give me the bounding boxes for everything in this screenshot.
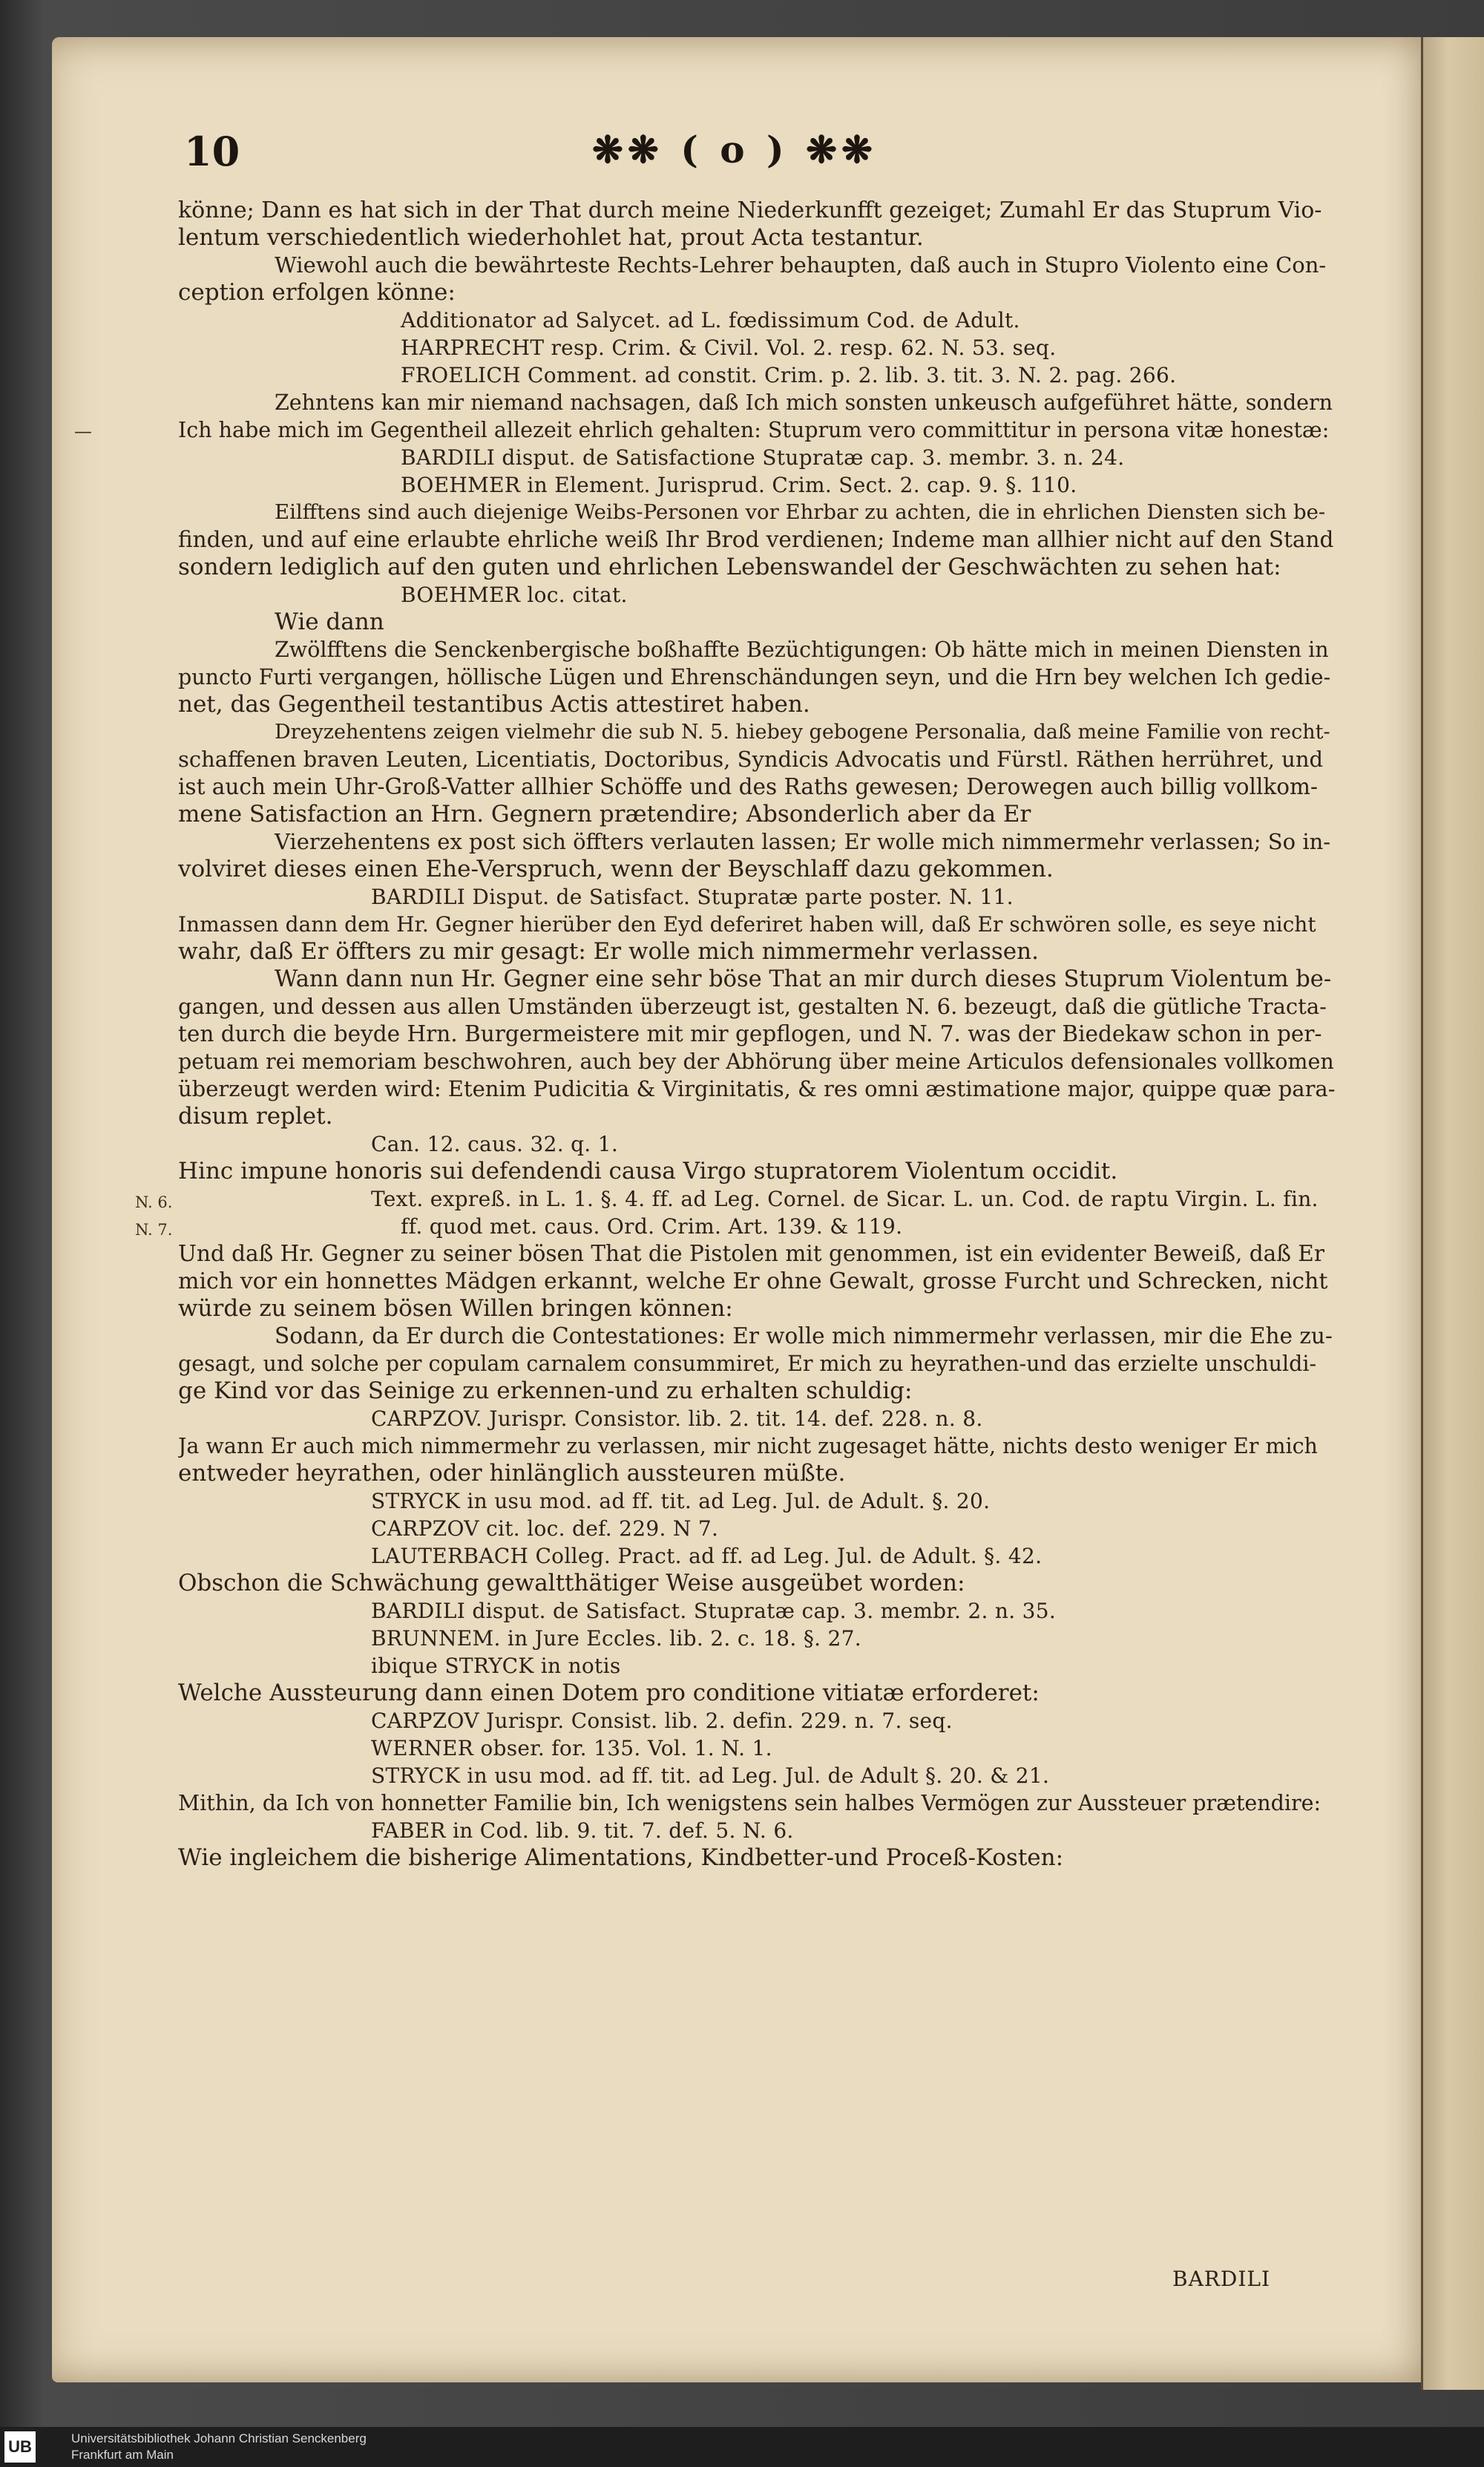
citation-line: STRYCK in usu mod. ad ff. tit. ad Leg. Jul. de Adult §. 20. & 21. (371, 1763, 1050, 1788)
text-line: Welche Aussteurung dann einen Dotem pro conditione vitiatæ erforderet: (178, 1680, 1040, 1706)
text-line: könne; Dann es hat sich in der That durch meine Niederkunfft gezeiget; Zumahl Er das Stuprum Vio- (178, 197, 1322, 223)
citation-line: FROELICH Comment. ad constit. Crim. p. 2. lib. 3. tit. 3. N. 2. pag. 266. (401, 363, 1177, 387)
text-line: Ich habe mich im Gegentheil allezeit ehrlich gehalten: Stuprum vero committitur in persona vitæ honestæ: (178, 418, 1330, 442)
text-line: petuam rei memoriam beschwohren, auch bey der Abhörung über meine Articulos defensionales vollkomen (178, 1049, 1334, 1074)
text-line: Ja wann Er auch mich nimmermehr zu verlassen, mir nicht zugesaget hätte, nichts desto weniger Er mich (178, 1434, 1318, 1458)
library-logo: UB (4, 2431, 36, 2463)
citation-line: ff. quod met. caus. Ord. Crim. Art. 139. & 119. (401, 1214, 903, 1239)
citation-line: Text. expreß. in L. 1. §. 4. ff. ad Leg. Cornel. de Sicar. L. un. Cod. de raptu Virgin. L. fin. (371, 1187, 1319, 1211)
page-number: 10 (184, 128, 240, 175)
text-line: Wiewohl auch die bewährteste Rechts-Lehrer behaupten, daß auch in Stupro Violento eine Con- (275, 252, 1327, 278)
page-header (184, 128, 1342, 175)
text-line: mene Satisfaction an Hrn. Gegnern prætendire; Absonderlich aber da Er (178, 801, 1031, 828)
citation-line: WERNER obser. for. 135. Vol. 1. N. 1. (371, 1736, 772, 1760)
text-line: gangen, und dessen aus allen Umständen überzeugt ist, gestalten N. 6. bezeugt, daß die gütliche Tracta- (178, 994, 1327, 1019)
citation-line: CARPZOV. Jurispr. Consistor. lib. 2. tit. 14. def. 228. n. 8. (371, 1406, 983, 1431)
body-lines (178, 197, 1336, 1872)
text-line: schaffenen braven Leuten, Licentiatis, Doctoribus, Syndicis Advocatis und Fürstl. Räthen herrühret, und (178, 747, 1324, 772)
text-line: Vierzehentens ex post sich öffters verlauten lassen; Er wolle mich nimmermehr verlassen; So in- (275, 829, 1331, 854)
text-line: Zwölfftens die Senckenbergische boßhaffte Bezüchtigungen: Ob hätte mich in meinen Diensten in (275, 638, 1329, 662)
running-head: ❋❋ ( o ) ❋❋ (592, 128, 877, 171)
text-line: Und daß Hr. Gegner zu seiner bösen That die Pistolen mit genommen, ist ein evidenter Beweiß, daß Er (178, 1241, 1324, 1266)
library-name-line2: Frankfurt am Main (71, 2448, 174, 2462)
text-line: ist auch mein Uhr-Groß-Vatter allhier Schöffe und des Raths gewesen; Derowegen auch billig vollkom- (178, 774, 1318, 799)
margin-dash: — (74, 421, 92, 442)
text-line: volviret dieses einen Ehe-Verspruch, wenn der Beyschlaff dazu gekommen. (178, 856, 1054, 882)
citation-line: CARPZOV Jurispr. Consist. lib. 2. defin. 229. n. 7. seq. (371, 1708, 953, 1733)
citation-line: LAUTERBACH Colleg. Pract. ad ff. ad Leg. Jul. de Adult. §. 42. (371, 1544, 1043, 1568)
text-line: Sodann, da Er durch die Contestationes: Er wolle mich nimmermehr verlassen, mir die Ehe zu- (275, 1323, 1333, 1349)
text-line: Zehntens kan mir niemand nachsagen, daß Ich mich sonsten unkeusch aufgeführet hätte, sondern (275, 390, 1333, 415)
text-line: Inmassen dann dem Hr. Gegner hierüber den Eyd deferiret haben will, daß Er schwören solle, es seye nicht (178, 912, 1316, 937)
citation-line: BARDILI disput. de Satisfactione Stupratæ cap. 3. membr. 3. n. 24. (401, 445, 1125, 470)
margin-note-n7: N. 7. (135, 1221, 173, 1239)
citation-line: Additionator ad Salycet. ad L. fœdissimum Cod. de Adult. (401, 308, 1020, 332)
text-line: überzeugt werden wird: Etenim Pudicitia & Virginitatis, & res omni æstimatione major, quippe quæ para- (178, 1076, 1336, 1101)
text-line: würde zu seinem bösen Willen bringen können: (178, 1295, 733, 1322)
text-line: puncto Furti vergangen, höllische Lügen und Ehrenschändungen seyn, und die Hrn bey welchen Ich gedie- (178, 665, 1331, 689)
text-line: gesagt, und solche per copulam carnalem consummiret, Er mich zu heyrathen-und das erzielte unschuldi- (178, 1352, 1317, 1376)
citation-line: BOEHMER loc. citat. (401, 583, 628, 607)
text-line: Wann dann nun Hr. Gegner eine sehr böse That an mir durch dieses Stuprum Violentum be- (275, 966, 1332, 992)
text-line: net, das Gegentheil testantibus Actis attestiret haben. (178, 691, 810, 718)
text-line: Mithin, da Ich von honnetter Familie bin, Ich wenigstens sein halbes Vermögen zur Aussteuer prætendire: (178, 1791, 1322, 1815)
text-line: Eilfftens sind auch diejenige Weibs-Personen vor Ehrbar zu achten, die in ehrlichen Diensten sich be- (275, 500, 1326, 524)
text-line: Obschon die Schwächung gewaltthätiger Weise ausgeübet worden: (178, 1570, 965, 1596)
citation-line: FABER in Cod. lib. 9. tit. 7. def. 5. N. 6. (371, 1818, 794, 1843)
text-line: Wie dann (275, 609, 384, 635)
citation-line: BARDILI disput. de Satisfact. Stupratæ cap. 3. membr. 2. n. 35. (371, 1599, 1057, 1623)
citation-line: CARPZOV cit. loc. def. 229. N 7. (371, 1516, 719, 1541)
text-line: lentum verschiedentlich wiederhohlet hat, prout Acta testantur. (178, 224, 924, 251)
library-name-line1: Universitätsbibliothek Johann Christian Senckenberg (71, 2431, 367, 2445)
text-line: sondern lediglich auf den guten und ehrlichen Lebenswandel der Geschwächten zu sehen hat: (178, 554, 1281, 580)
citation-line: HARPRECHT resp. Crim. & Civil. Vol. 2. resp. 62. N. 53. seq. (401, 335, 1057, 360)
citation-line: STRYCK in usu mod. ad ff. tit. ad Leg. Jul. de Adult. §. 20. (371, 1489, 991, 1513)
citation-line: ibique STRYCK in notis (371, 1654, 621, 1678)
catchword: BARDILI (1172, 2267, 1271, 2291)
footer-bar (0, 2427, 1484, 2467)
citation-line: Can. 12. caus. 32. q. 1. (371, 1132, 619, 1156)
text-line: wahr, daß Er öffters zu mir gesagt: Er wolle mich nimmermehr verlassen. (178, 938, 1039, 965)
text-line: Wie ingleichem die bisherige Alimentations, Kindbetter-und Proceß-Kosten: (178, 1844, 1064, 1871)
text-line: entweder heyrathen, oder hinlänglich aussteuren müßte. (178, 1460, 846, 1487)
text-line: disum replet. (178, 1103, 333, 1130)
text-line: ception erfolgen könne: (178, 279, 456, 306)
citation-line: BOEHMER in Element. Jurisprud. Crim. Sect. 2. cap. 9. §. 110. (401, 473, 1077, 497)
citation-line: BARDILI Disput. de Satisfact. Stupratæ parte poster. N. 11. (371, 885, 1014, 909)
library-name (71, 2431, 367, 2463)
text-line: ge Kind vor das Seinige zu erkennen-und zu erhalten schuldig: (178, 1377, 913, 1404)
text-line: ten durch die beyde Hrn. Burgermeistere mit mir gepflogen, und N. 7. was der Biedekaw schon in per- (178, 1021, 1322, 1046)
facing-page-edge (1421, 37, 1484, 2390)
margin-note-n6: N. 6. (135, 1193, 173, 1211)
text-line: mich vor ein honnettes Mädgen erkannt, welche Er ohne Gewalt, grosse Furcht und Schrecken, nicht (178, 1268, 1328, 1294)
text-line: Hinc impune honoris sui defendendi causa Virgo stupratorem Violentum occidit. (178, 1158, 1118, 1185)
text-line: finden, und auf eine erlaubte ehrliche weiß Ihr Brod verdienen; Indeme man allhier nicht auf den Stand (178, 527, 1334, 552)
citation-line: BRUNNEM. in Jure Eccles. lib. 2. c. 18. §. 27. (371, 1626, 861, 1651)
text-line: Dreyzehentens zeigen vielmehr die sub N. 5. hiebey gebogene Personalia, daß meine Familie von recht- (275, 721, 1330, 744)
